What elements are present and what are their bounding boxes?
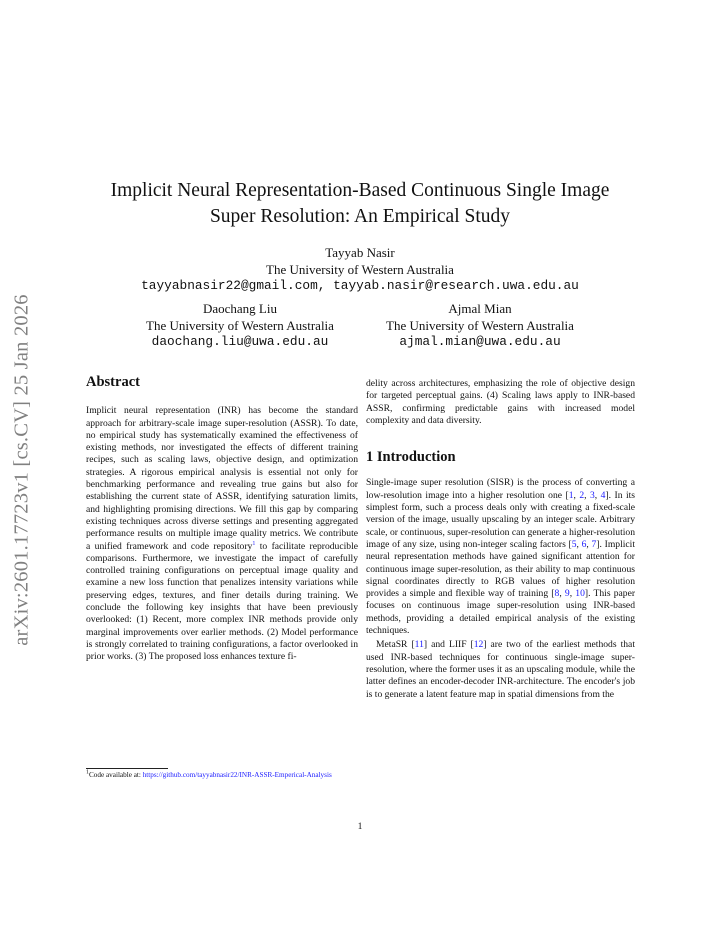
footnote-divider — [86, 768, 168, 769]
left-column — [86, 376, 358, 664]
arxiv-id-text: arXiv:2601.17723v1 [cs.CV] 25 Jan 2026 — [10, 294, 33, 646]
citation-link[interactable]: 9 — [564, 588, 570, 600]
intro-text: ] are two of the earliest methods that used INR-based techniques for continuous single-image super-resolution, where the former uses it as an upscaling module, while the latter defines an encoder-decoder INR-architecture. The encoder's job is to generate a latent feature map in spatial dimensions from the — [366, 639, 635, 700]
citation-link[interactable]: 2 — [579, 489, 585, 501]
abstract-text-part1: Implicit neural representation (INR) has become the standard approach for arbitrary-scale image super-resolution (ASSR). To date, no empirical study has systematically examined the effectiveness of existing methods, nor investigated the effects of different training recipes, such as scaling laws, objective design, and optimization strategies. A rigorous empirical analysis is essential not only for benchmarking performance and revealing true gains but also for establishing the current state of ASSR, identifying saturation limits, and highlighting promising directions. We fill this gap by comparing existing techniques across diverse settings and presenting aggregated performance results on multiple image quality metrics. We contribute a unified framework and code repository — [86, 405, 358, 552]
paper-title — [80, 178, 640, 230]
author-second — [120, 301, 360, 351]
intro-paragraph-1: Single-image super resolution (SISR) is the process of converting a low-resolution image into a higher resolution one [1, 2, 3, 4]. In its simplest form, such a process deals only with creating a fixed-scale version of the image, usually upscaling by an integer scale. Arbitrary scale, or continuous, super-resolution can generate a higher-resolution image of any size, using non-integer scaling factors [5, 6, 7]. Implicit neural representation methods have gained significant attention for continuous image super-resolution, as their ability to map continuous signal coordinates directly to RGB values of higher resolution provides a simple and flexible way of training [8, 9, 10]. This paper focuses on continuous image super-resolution using INR-based methods, providing a detailed empirical analysis of the existing techniques. — [366, 477, 636, 637]
author-affiliation: The University of Western Australia — [266, 261, 454, 277]
intro-text: MetaSR [ — [376, 639, 415, 651]
author-name: Ajmal Mian — [448, 301, 512, 316]
author-email: ajmal.mian@uwa.edu.au — [399, 334, 561, 349]
citation-link[interactable]: 12 — [473, 639, 484, 651]
author-third — [360, 301, 600, 351]
author-affiliation: The University of Western Australia — [386, 317, 574, 333]
author-email: daochang.liu@uwa.edu.au — [151, 334, 329, 349]
intro-text: ]. This paper focuses on continuous image super-resolution using INR-based methods, providing a detailed empirical analysis of the existing techniques. — [366, 588, 636, 637]
intro-text: ] and LIIF [ — [423, 639, 474, 651]
abstract-continuation: delity across architectures, emphasizing the role of objective design for targeted perceptual gains. (4) Scaling laws apply to INR-based ASSR, confirming predictable gains with increased model complexity and data diversity. — [366, 378, 635, 426]
citation-link[interactable]: 6 — [581, 538, 587, 550]
intro-paragraph-2 — [366, 639, 635, 700]
footnote — [86, 771, 358, 780]
citation-link[interactable]: 11 — [414, 639, 424, 651]
abstract-heading: Abstract — [86, 374, 140, 390]
abstract-text-part2: to facilitate reproducible comparisons. Furthermore, we investigate the impact of carefully controlled training configurations on perceptual image quality and examine a new loss function that penalizes intensity variations while preserving edges, textures, and finer details during training. We conclude the following key insights that have been previously overlooked: (1) Recent, more complex INR methods provide only marginal improvements over earlier methods. (2) Model performance is strongly correlated to training configurations, a factor overlooked in prior works. (3) The proposed loss enhances texture fi- — [86, 540, 358, 663]
right-column — [366, 378, 635, 701]
author-name: Tayyab Nasir — [325, 245, 395, 260]
intro-text: ]. In its simplest form, such a process deals only with creating a fixed-scale version of the image, usually upscaling by an integer scale. Arbitrary scale, or continuous, super-resolution can generate a higher-resolution image of any size, using non-integer scaling factors [ — [366, 489, 636, 550]
intro-text: Single-image super resolution (SISR) is the process of converting a low-resolution image into a higher resolution one [ — [366, 477, 635, 501]
title-line-2: Super Resolution: An Empirical Study — [209, 206, 511, 227]
section-heading-introduction: 1 Introduction — [366, 449, 456, 466]
author-email: tayyabnasir22@gmail.com, tayyab.nasir@research.uwa.edu.au — [141, 278, 579, 293]
footnote-number: 1 — [86, 769, 89, 776]
intro-text: ]. Implicit neural representation methods have gained significant attention for continuous image super-resolution, as their ability to map continuous signal coordinates directly to RGB values of higher resolution provides a simple and flexible way of training [ — [366, 538, 635, 600]
abstract-text — [86, 405, 358, 663]
citation-link[interactable]: 3 — [590, 489, 595, 501]
page-number: 1 — [357, 821, 363, 832]
footnote-label: Code available at: — [89, 771, 143, 779]
citation-link[interactable]: 5 — [571, 538, 577, 550]
citation-link[interactable]: 4 — [600, 489, 606, 501]
citation-link[interactable]: 10 — [575, 588, 585, 600]
author-name: Daochang Liu — [202, 301, 277, 316]
code-repository-link[interactable]: https://github.com/tayyabnasir22/INR-ASSR-Emperical-Analysis — [142, 771, 332, 779]
citation-link[interactable]: 7 — [591, 538, 597, 550]
citation-link[interactable]: 1 — [568, 489, 574, 501]
author-affiliation: The University of Western Australia — [146, 317, 334, 333]
title-line-1: Implicit Neural Representation-Based Continuous Single Image — [110, 180, 610, 201]
footnote-marker[interactable]: 1 — [252, 540, 256, 547]
citation-link[interactable]: 8 — [554, 588, 560, 600]
author-first — [110, 245, 610, 295]
